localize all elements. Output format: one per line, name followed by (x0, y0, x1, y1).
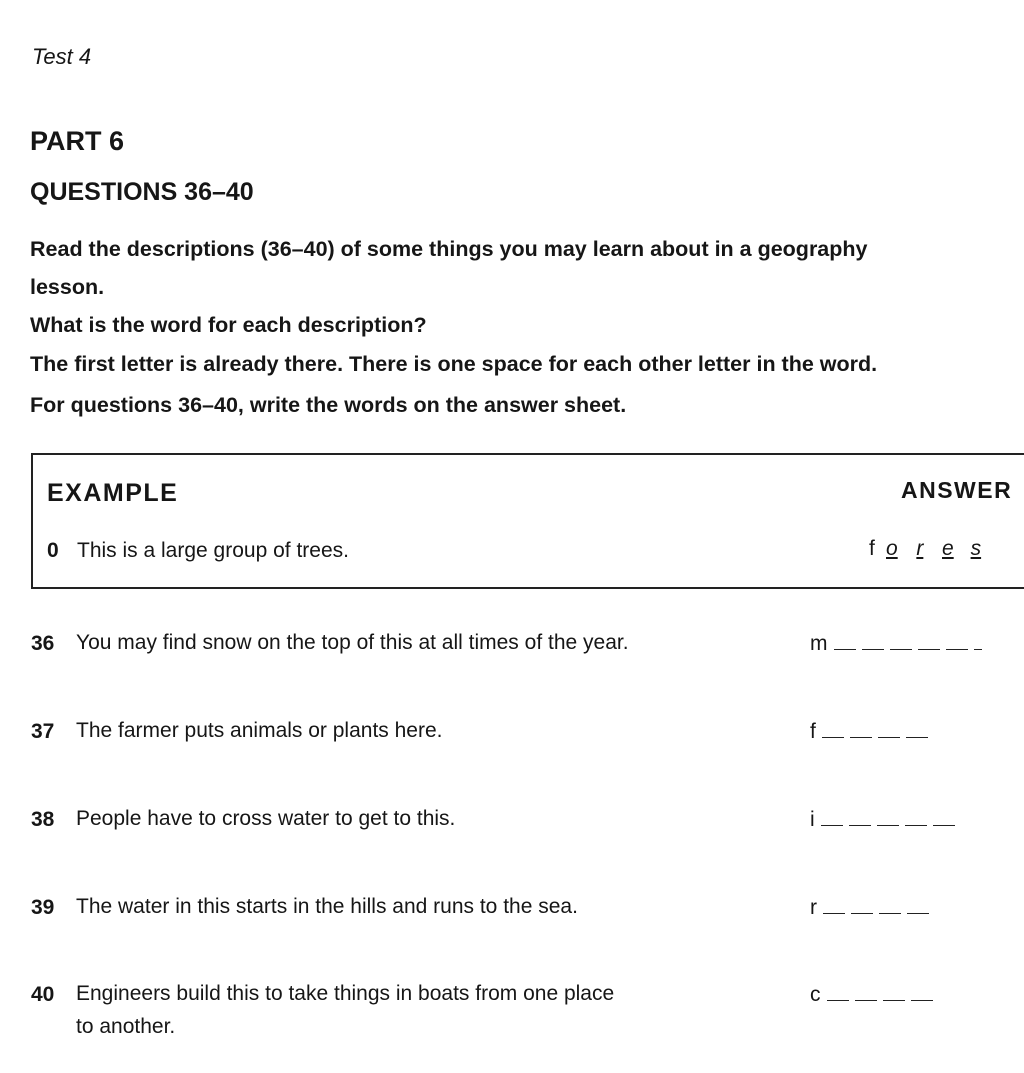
letter-blank[interactable] (823, 899, 845, 914)
example-letter: e (942, 537, 954, 560)
letter-blank[interactable] (851, 899, 873, 914)
question-number: 38 (31, 808, 55, 831)
answer-field[interactable] (810, 896, 929, 920)
example-letter: s (970, 537, 982, 560)
letter-blank[interactable] (883, 986, 905, 1001)
letter-blank[interactable] (821, 811, 843, 826)
letter-blank[interactable] (918, 635, 940, 650)
letter-blank[interactable] (905, 811, 927, 826)
answer-first-letter: m (810, 632, 828, 655)
answer-field[interactable] (810, 720, 928, 744)
example-answer (869, 537, 987, 561)
question-number: 40 (31, 983, 55, 1006)
question-text: The farmer puts animals or plants here. (76, 719, 443, 742)
answer-first-letter: f (810, 720, 816, 743)
letter-blank[interactable] (911, 986, 933, 1001)
question-text: The water in this starts in the hills and runs to the sea. (76, 895, 578, 918)
letter-blank[interactable] (946, 635, 968, 650)
letter-blank[interactable] (834, 635, 856, 650)
answer-first-letter: i (810, 808, 815, 831)
question-number: 39 (31, 896, 55, 919)
question-text-line-2: to another. (76, 1015, 176, 1038)
answer-field[interactable] (810, 632, 982, 656)
letter-blank[interactable] (849, 811, 871, 826)
example-text: This is a large group of trees. (77, 539, 349, 562)
question-number: 36 (31, 632, 55, 655)
letter-blank[interactable] (933, 811, 955, 826)
example-first-letter: f (869, 537, 875, 560)
letter-blank[interactable] (879, 899, 901, 914)
answer-first-letter: c (810, 983, 821, 1006)
instruction-line-3: What is the word for each description? (30, 313, 427, 337)
instruction-line-5: For questions 36–40, write the words on the answer sheet. (30, 393, 627, 417)
letter-blank[interactable] (862, 635, 884, 650)
questions-title: QUESTIONS 36–40 (30, 178, 254, 206)
letter-blank[interactable] (906, 723, 928, 738)
instruction-line-2: lesson. (30, 275, 105, 299)
question-number: 37 (31, 720, 55, 743)
letter-blank[interactable] (974, 635, 982, 650)
question-text: You may find snow on the top of this at all times of the year. (76, 631, 629, 654)
letter-blank[interactable] (850, 723, 872, 738)
letter-blank[interactable] (877, 811, 899, 826)
part-title: PART 6 (30, 126, 125, 156)
letter-blank[interactable] (855, 986, 877, 1001)
answer-label: ANSWER (901, 477, 1013, 503)
example-label: EXAMPLE (47, 479, 179, 507)
answer-first-letter: r (810, 896, 817, 919)
letter-blank[interactable] (878, 723, 900, 738)
instruction-line-4: The first letter is already there. There is one space for each other letter in the word. (30, 352, 878, 376)
example-number: 0 (47, 539, 59, 562)
letter-blank[interactable] (827, 986, 849, 1001)
question-text: People have to cross water to get to this. (76, 807, 456, 830)
answer-field[interactable] (810, 808, 955, 832)
example-box (31, 453, 1024, 589)
example-letter: o (886, 537, 898, 560)
letter-blank[interactable] (907, 899, 929, 914)
instruction-line-1: Read the descriptions (36–40) of some things you may learn about in a geography (30, 237, 868, 261)
question-text (76, 977, 614, 1043)
answer-field[interactable] (810, 983, 933, 1007)
question-text-line-1: Engineers build this to take things in boats from one place (76, 982, 615, 1005)
letter-blank[interactable] (822, 723, 844, 738)
example-letter: r (916, 537, 924, 560)
test-label: Test 4 (32, 44, 92, 69)
letter-blank[interactable] (890, 635, 912, 650)
